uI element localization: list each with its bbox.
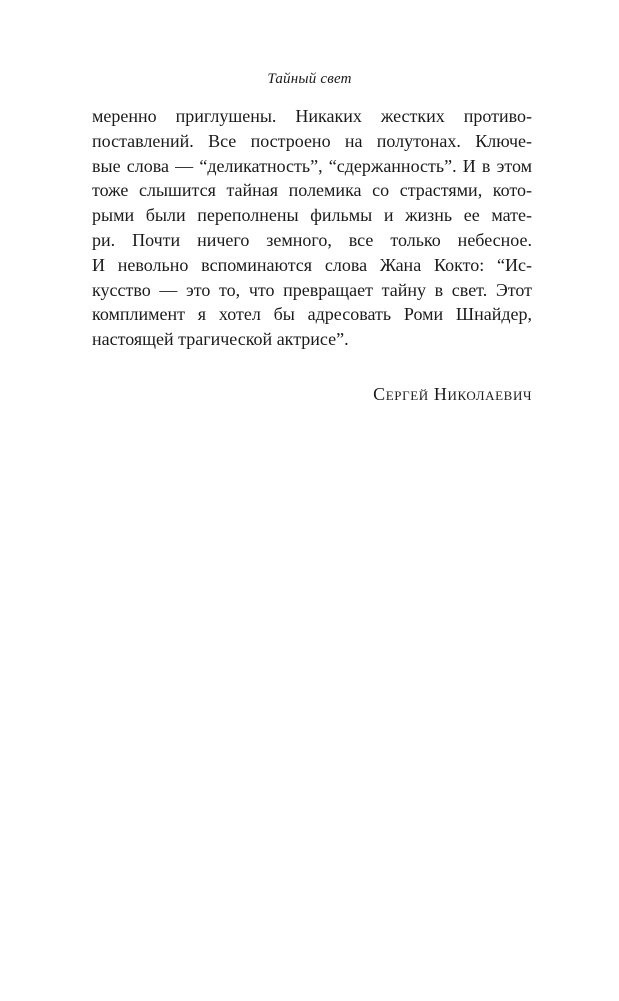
author-signature: Сергей Николаевич bbox=[373, 384, 532, 404]
text-line: настоящей трагической актрисе”. bbox=[92, 329, 349, 350]
running-head: Тайный свет bbox=[267, 71, 352, 87]
text-line: вые слова — “деликатность”, “сдержанность”. И в этом bbox=[92, 155, 532, 176]
text-line: меренно приглушены. Никаких жестких противо- bbox=[92, 106, 532, 126]
text-line: поставлений. Все построено на полутонах. Ключе- bbox=[92, 130, 532, 151]
text-line: комплимент я хотел бы адресовать Роми Шнайдер, bbox=[92, 304, 532, 325]
text-line: ри. Почти ничего земного, все только небесное. bbox=[92, 229, 532, 250]
text-line: тоже слышится тайная полемика со страстями, кото- bbox=[92, 180, 532, 201]
text-line: кусство — это то, что превращает тайну в свет. Этот bbox=[92, 279, 532, 300]
text-line: рыми были переполнены фильмы и жизнь ее мате- bbox=[92, 205, 532, 226]
text-line: И невольно вспоминаются слова Жана Кокто: “Ис- bbox=[92, 254, 532, 275]
body-paragraph bbox=[92, 104, 532, 352]
